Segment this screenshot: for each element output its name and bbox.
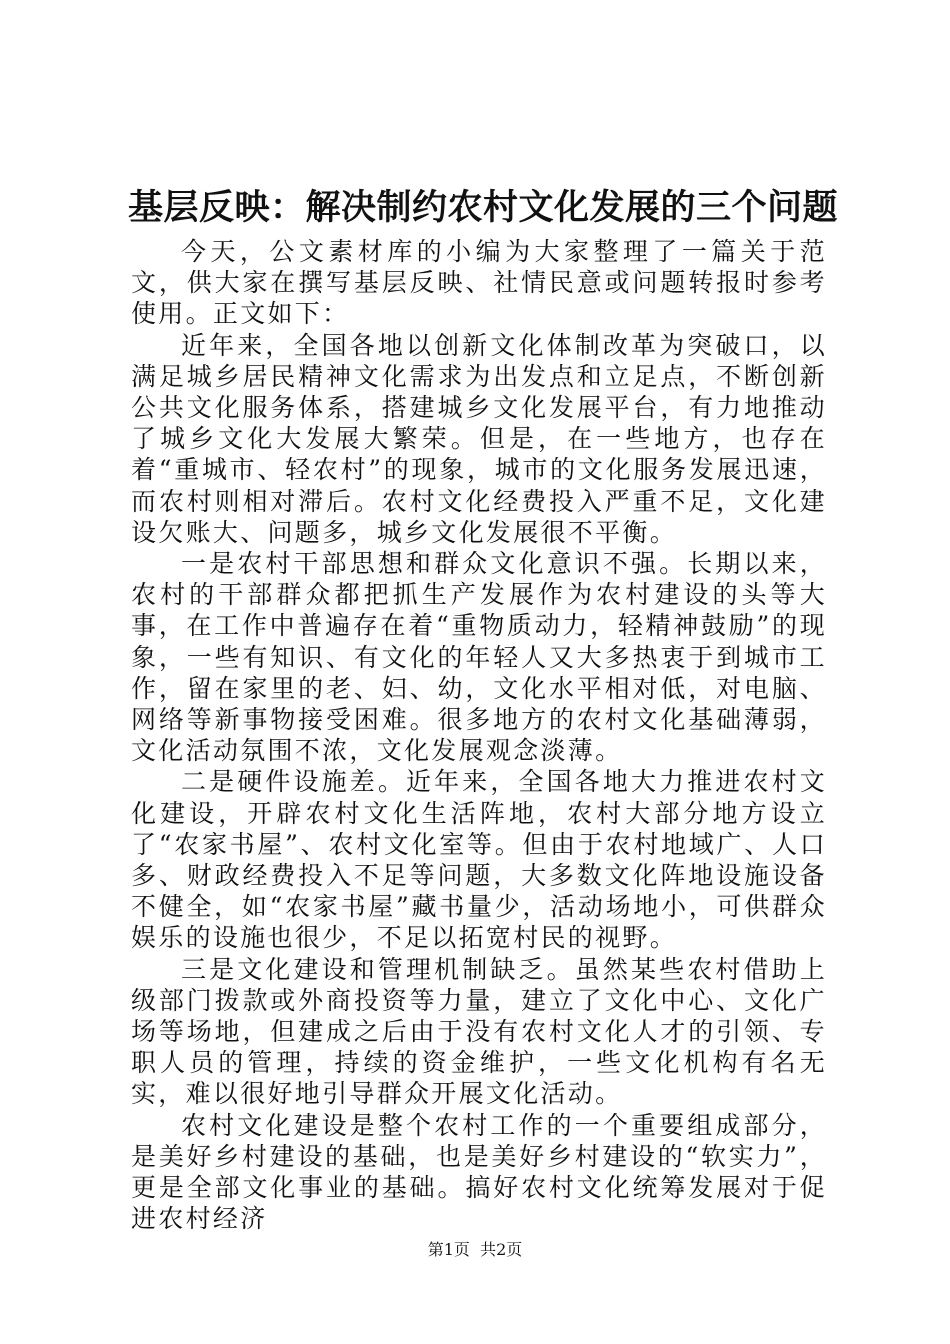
page-footer: [0, 1240, 950, 1260]
paragraph-issue-one: 一是农村干部思想和群众文化意识不强。长期以来，农村的干部群众都把抓生产发展作为农村建设的头等大事，在工作中普遍存在着“重物质动力，轻精神鼓励”的现象，一些有知识、有文化的年轻人又大多热衷于到城市工作，留在家里的老、妇、幼，文化水平相对低，对电脑、网络等新事物接受困难。很多地方的农村文化基础薄弱，文化活动氛围不浓，文化发展观念淡薄。: [131, 549, 827, 766]
document-title: 基层反映：解决制约农村文化发展的三个问题: [128, 187, 839, 228]
paragraph-background: 近年来，全国各地以创新文化体制改革为突破口，以满足城乡居民精神文化需求为出发点和立足点，不断创新公共文化服务体系，搭建城乡文化发展平台，有力地推动了城乡文化大发展大繁荣。但是，在一些地方，也存在着“重城市、轻农村”的现象，城市的文化服务发展迅速，而农村则相对滞后。农村文化经费投入严重不足，文化建设欠账大、问题多，城乡文化发展很不平衡。: [131, 330, 827, 547]
paragraph-conclusion: 农村文化建设是整个农村工作的一个重要组成部分，是美好乡村建设的基础，也是美好乡村建设的“软实力”，更是全部文化事业的基础。搞好农村文化统筹发展对于促进农村经济: [131, 1110, 827, 1234]
paragraph-issue-two: 二是硬件设施差。近年来，全国各地大力推进农村文化建设，开辟农村文化生活阵地，农村大部分地方设立了“农家书屋”、农村文化室等。但由于农村地域广、人口多、财政经费投入不足等问题，大多数文化阵地设施设备不健全，如“农家书屋”藏书量少，活动场地小，可供群众娱乐的设施也很少，不足以拓宽村民的视野。: [131, 767, 827, 953]
document-body: [131, 236, 827, 1235]
page-number: 第1页 共2页: [427, 1240, 523, 1259]
paragraph-intro: 今天，公文素材库的小编为大家整理了一篇关于范文，供大家在撰写基层反映、社情民意或问题转报时参考使用。正文如下：: [131, 237, 827, 329]
paragraph-issue-three: 三是文化建设和管理机制缺乏。虽然某些农村借助上级部门拨款或外商投资等力量，建立了文化中心、文化广场等场地，但建成之后由于没有农村文化人才的引领、专职人员的管理，持续的资金维护，一些文化机构有名无实，难以很好地引导群众开展文化活动。: [131, 954, 827, 1109]
